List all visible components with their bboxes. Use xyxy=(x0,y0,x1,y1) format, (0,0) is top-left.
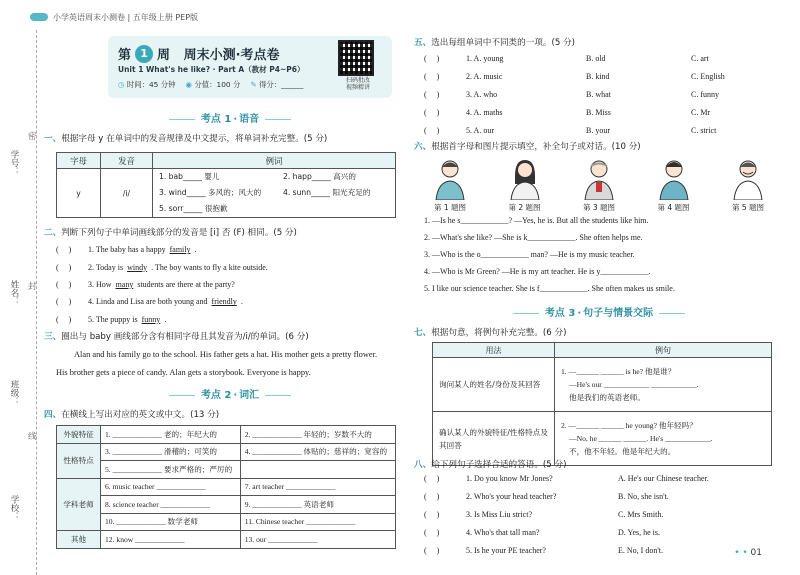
q4-category: 其他 xyxy=(57,531,101,549)
q4-item[interactable]: 12. know _____________ xyxy=(101,531,241,549)
answer-blank[interactable]: ( ) xyxy=(56,279,72,289)
q1-table xyxy=(56,152,396,218)
answer-blank[interactable]: ( ) xyxy=(424,89,440,99)
answer-blank[interactable]: ( ) xyxy=(424,125,440,135)
q6-line[interactable]: 5. I like our science teacher. She is f____________. She often makes us smile. xyxy=(424,284,675,293)
q4-item[interactable]: 11. Chinese teacher _____________ xyxy=(240,513,395,531)
q7-example-line[interactable]: —He's our ____________ ____________. xyxy=(569,380,699,389)
q3-heading: 三、圈出与 baby 画线部分含有相同字母且其发音为/i/的单词。(6 分) xyxy=(44,332,309,342)
q3-passage xyxy=(56,346,406,382)
q8-item: ( ) 1. Do you know Mr Jones? A. He's our Chinese teacher. xyxy=(424,474,709,484)
clock-icon: ◷ xyxy=(118,80,125,89)
answer-blank[interactable]: ( ) xyxy=(424,72,440,82)
page-number: • • 01 xyxy=(734,548,762,558)
passage-line[interactable]: Alan and his family go to the school. His father gets a hat. His mother gets a pretty flower. xyxy=(74,350,378,359)
q2-item: ( ) 4. Linda and Lisa are both young and friendly . xyxy=(56,297,243,307)
seal-mark: 线 xyxy=(28,432,37,442)
young-man-icon xyxy=(654,156,694,200)
q4-category: 性格特点 xyxy=(57,443,101,478)
answer-blank[interactable]: ( ) xyxy=(424,492,440,502)
picture-3: 第 3 题图 xyxy=(573,156,625,213)
q4-item[interactable]: 3. _____________ 滑稽的；可笑的 xyxy=(101,443,241,461)
q7-example-line[interactable]: 2. —______ ______ he young? 他年轻吗？ xyxy=(561,421,697,430)
q7-example-line[interactable]: 1. —______ ______ is he? 他是谁？ xyxy=(561,367,676,376)
exam-meta: ◷ 时间：45 分钟 ◉ 分值：100 分 ✎ 得分：______ xyxy=(118,80,304,89)
q1-col-examples: 例词 xyxy=(153,153,396,169)
q4-item[interactable]: 5. _____________ 要求严格的；严厉的 xyxy=(101,461,241,479)
q4-table xyxy=(56,425,396,549)
q7-col-use: 用法 xyxy=(433,343,555,358)
q1-sound: /i/ xyxy=(101,169,153,218)
seal-mark: 密 xyxy=(28,132,37,142)
q7-use: 确认某人的外貌特征/性格特点及其回答 xyxy=(433,412,555,466)
answer-blank[interactable]: ( ) xyxy=(56,245,72,255)
student-id-label: 学号： xyxy=(9,150,19,176)
passage-line[interactable]: His brother gets a piece of candy. Alan gets a storybook. Everyone is happy. xyxy=(56,368,311,377)
q8-heading: 八、给下列句子选择合适的答语。(5 分) xyxy=(414,460,567,470)
q4-heading: 四、在横线上写出对应的英文或中文。(13 分) xyxy=(44,410,220,420)
q1-col-letter: 字母 xyxy=(57,153,101,169)
series-tag xyxy=(30,10,198,24)
q4-item[interactable]: 1. _____________ 老的；年纪大的 xyxy=(101,426,241,444)
q7-table xyxy=(432,342,772,466)
q2-items xyxy=(56,241,396,328)
qr-code[interactable] xyxy=(338,40,374,76)
kind-girl-icon xyxy=(505,156,545,200)
name-label: 姓名： xyxy=(9,280,19,306)
seal-mark: 封 xyxy=(28,282,37,292)
q1-col-sound: 发音 xyxy=(101,153,153,169)
q4-item xyxy=(240,461,395,479)
q1-heading: 一、根据字母 y 在单词中的发音规律及中文提示，将单词补充完整。(5 分) xyxy=(44,134,328,144)
q8-items xyxy=(424,470,764,559)
answer-blank[interactable]: ( ) xyxy=(56,297,72,307)
q1-item[interactable]: 2. happ_____ 高兴的 xyxy=(283,172,356,181)
q6-line[interactable]: 2. —What's she like? —She is k____________. She often helps me. xyxy=(424,233,643,242)
answer-blank[interactable]: ( ) xyxy=(424,54,440,64)
q1-item[interactable]: 3. wind_____ 多风的；风大的 xyxy=(159,188,262,197)
q1-item[interactable]: 5. sorr_____ 很抱歉 xyxy=(159,204,228,213)
week-number-badge: 1 xyxy=(135,45,153,63)
answer-blank[interactable]: ( ) xyxy=(424,545,440,555)
q5-item: ( ) 4. A. maths B. Miss C. Mr xyxy=(424,107,711,117)
q7-use: 询问某人的姓名/身份及其回答 xyxy=(433,358,555,412)
q7-example-line: 不，他不年轻。他是年纪大的。 xyxy=(569,447,676,456)
answer-blank[interactable]: ( ) xyxy=(424,509,440,519)
cut-line xyxy=(36,30,37,575)
pen-icon: ✎ xyxy=(250,80,257,89)
q4-item[interactable]: 8. science teacher _____________ xyxy=(101,496,241,514)
q2-heading: 二、判断下列句子中单词画线部分的发音是 [i] 否 (F) 相同。(5 分) xyxy=(44,228,297,238)
answer-blank[interactable]: ( ) xyxy=(56,262,72,272)
q4-item[interactable]: 6. music teacher _____________ xyxy=(101,478,241,496)
q8-item: ( ) 4. Who's that tall man? D. Yes, he is. xyxy=(424,527,661,537)
score-icon: ◉ xyxy=(185,80,192,89)
section-header-sentences: 考点 3 · 句子与情景交际 xyxy=(424,304,774,319)
q5-items xyxy=(424,50,764,139)
answer-blank[interactable]: ( ) xyxy=(56,314,72,324)
qr-caption: 扫码批改 视频精讲 xyxy=(345,77,370,91)
q4-category: 外貌特征 xyxy=(57,426,101,444)
q8-item: ( ) 2. Who's your head teacher? B. No, she isn't. xyxy=(424,492,669,502)
old-man-icon xyxy=(579,156,619,200)
unit-subtitle: Unit 1 What's he like? · Part A（教材 P4~P6） xyxy=(118,65,305,74)
answer-blank[interactable]: ( ) xyxy=(424,474,440,484)
q4-item[interactable]: 4. _____________ 体贴的；慈祥的；宽容的 xyxy=(240,443,395,461)
strict-teacher-icon xyxy=(430,156,470,200)
q4-item[interactable]: 10. _____________ 数学老师 xyxy=(101,513,241,531)
q4-item[interactable]: 9. _____________ 英语老师 xyxy=(240,496,395,514)
q1-letter: y xyxy=(57,169,101,218)
q1-item[interactable]: 4. sunn_____ 阳光充足的 xyxy=(283,188,371,197)
q8-item: ( ) 3. Is Miss Liu strict? C. Mrs Smith. xyxy=(424,509,664,519)
q8-item: ( ) 5. Is he your PE teacher? E. No, I don't. xyxy=(424,545,663,555)
q6-line[interactable]: 3. —Who is the o____________ man? —He is my music teacher. xyxy=(424,250,635,259)
q1-item[interactable] xyxy=(277,201,283,217)
picture-4: 第 4 题图 xyxy=(648,156,700,213)
section-header-vocabulary: 考点 2 · 词汇 xyxy=(60,386,400,401)
school-label: 学校： xyxy=(9,495,19,521)
page-title: 第 1 周 周末小测·考点卷 xyxy=(118,44,280,63)
q5-item: ( ) 1. A. young B. old C. art xyxy=(424,54,709,64)
q7-example-line[interactable]: —No, he ______ ______. He's ____________. xyxy=(569,434,713,443)
q6-line[interactable]: 4. —Who is Mr Green? —He is my art teacher. He is y____________. xyxy=(424,267,651,276)
class-label: 班级： xyxy=(9,380,19,406)
answer-blank[interactable]: ( ) xyxy=(424,107,440,117)
q7-example-line: 他是我们的英语老师。 xyxy=(569,393,645,402)
picture-1: 第 1 题图 xyxy=(424,156,476,213)
q4-item[interactable]: 2. _____________ 年轻的；岁数不大的 xyxy=(240,426,395,444)
binding-margin xyxy=(0,30,44,575)
q5-item: ( ) 5. A. our B. your C. strict xyxy=(424,125,717,135)
funny-teacher-icon xyxy=(728,156,768,200)
picture-5: 第 5 题图 xyxy=(722,156,774,213)
answer-blank[interactable]: ( ) xyxy=(424,527,440,537)
series-tag-bar xyxy=(30,13,48,21)
series-tag-text: 小学英语周末小测卷 | 五年级上册 PEP版 xyxy=(53,12,199,22)
q2-item: ( ) 2. Today is windy . The boy wants to fly a kite outside. xyxy=(56,262,268,272)
q6-heading: 六、根据首字母和图片提示填空，补全句子或对话。(10 分) xyxy=(414,142,641,152)
q1-item[interactable]: 1. bab_____ 婴儿 xyxy=(159,172,220,181)
q6-sentences xyxy=(424,216,784,301)
q4-item[interactable]: 7. art teacher _____________ xyxy=(240,478,395,496)
q7-heading: 七、根据句意，将例句补充完整。(6 分) xyxy=(414,328,567,338)
q7-col-example: 例句 xyxy=(555,343,772,358)
q4-category: 学科老师 xyxy=(57,478,101,531)
q5-heading: 五、选出每组单词中不同类的一项。(5 分) xyxy=(414,38,576,48)
q6-pictures xyxy=(424,156,774,213)
q5-item: ( ) 2. A. music B. kind C. English xyxy=(424,72,725,82)
q6-line[interactable]: 1. —Is he s____________? —Yes, he is. But all the students like him. xyxy=(424,216,649,225)
q2-item: ( ) 5. The puppy is funny . xyxy=(56,314,167,324)
section-header-pronunciation: 考点 1 · 语音 xyxy=(60,110,400,125)
q2-item: ( ) 1. The baby has a happy family . xyxy=(56,245,197,255)
q2-item: ( ) 3. How many students are there at the party? xyxy=(56,279,235,289)
q5-item: ( ) 3. A. who B. what C. funny xyxy=(424,89,719,99)
q4-item[interactable]: 13. our _____________ xyxy=(240,531,395,549)
picture-2: 第 2 题图 xyxy=(499,156,551,213)
